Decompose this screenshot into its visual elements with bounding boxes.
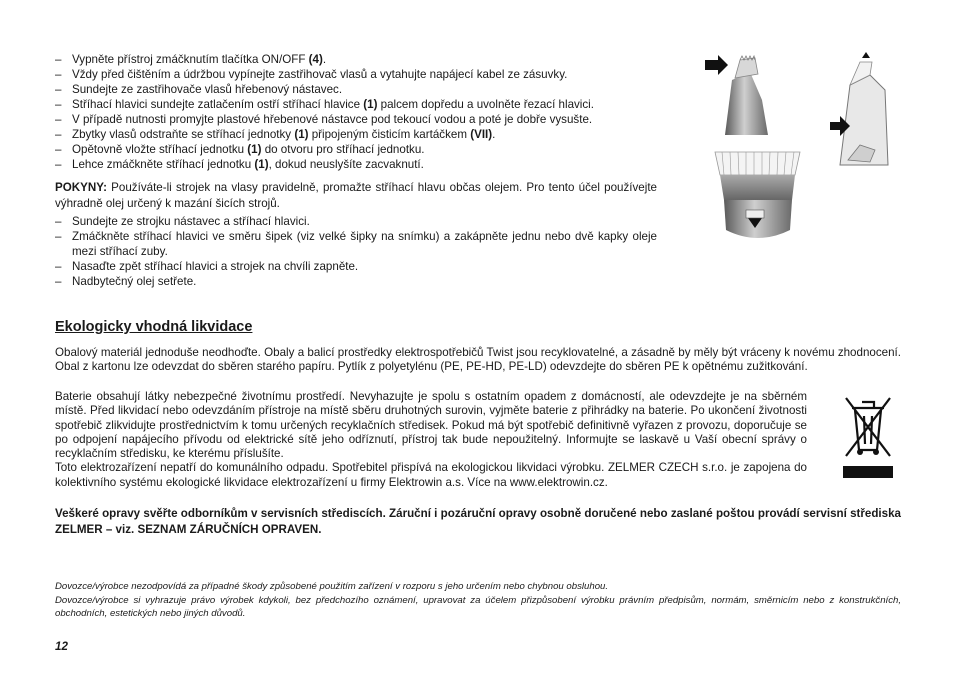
- list-item: – Zmáčkněte stříhací hlavici ve směru šipek (viz velké šipky na snímku) a zakápněte jednu nebo dvě kapky oleje mezi stříhací zuby.: [55, 229, 657, 259]
- cleaning-steps-list: [55, 52, 657, 172]
- service-notice: Veškeré opravy svěřte odborníkům v servisních střediscích. Záruční i pozáruční opravy osobně doručené nebo zaslané poštou provádí servisní střediska ZELMER – viz. SEZNAM ZÁRUČNÍCH OPRAVEN.: [55, 507, 901, 536]
- page-number: 12: [55, 640, 68, 653]
- pokyny-note: [55, 180, 657, 211]
- list-item: – Opětovně vložte stříhací jednotku (1) do otvoru pro stříhací jednotku.: [55, 142, 657, 157]
- pokyny-text: Používáte-li strojek na vlasy pravidelně, promažte stříhací hlavu občas olejem. Pro tento účel používejte výhradně olej určený k mazání šicích strojů.: [55, 181, 657, 210]
- disclaimer-modifications: Dovozce/výrobce si vyhrazuje právo výrobek kdykoli, bez předchozího oznámení, upravovat za účelem přizpůsobení výrobku právním předpisům, normám, směrnicím nebo z konstrukčních, obchodních, estetických nebo jiných důvodů.: [55, 595, 901, 619]
- clipper-head-view: [705, 55, 768, 135]
- clipper-side-view: [830, 52, 888, 165]
- eco-paragraph-packaging: Obalový materiál jednoduše neodhoďte. Obaly a balicí prostředky elektrospotřebičů Twist jsou recyklovatelné, a zásadně by měly být vráceny k novému zhodnocení. Obal z kartonu lze odevzdat do sběren starého papíru. Pytlík z polyetylénu (PE, PE-HD, PE-LD) odevzdejte do sběren PE k opětnému zužitkování.: [55, 346, 901, 374]
- list-item: – Sundejte ze zastřihovače vlasů hřebenový nástavec.: [55, 82, 657, 97]
- list-item: – Lehce zmáčkněte stříhací jednotku (1), dokud neuslyšíte zacvaknutí.: [55, 157, 657, 172]
- list-item: – Zbytky vlasů odstraňte se stříhací jednotky (1) připojeným čisticím kartáčkem (VII).: [55, 127, 657, 142]
- list-item: – V případě nutnosti promyjte plastové hřebenové nástavce pod tekoucí vodou a poté je dobře vysušte.: [55, 112, 657, 127]
- disclaimer-liability: Dovozce/výrobce nezodpovídá za případné škody způsobené použitím zařízení v rozporu s jeho určením nebo chybnou obsluhou.: [55, 581, 609, 592]
- crossed-out-wheelie-bin-icon: [838, 390, 898, 482]
- list-item: – Vždy před čištěním a údržbou vypínejte zastřihovač vlasů a vytahujte napájecí kabel ze zásuvky.: [55, 67, 657, 82]
- clipper-comb-view: [715, 152, 800, 238]
- list-item: – Stříhací hlavici sundejte zatlačením ostří stříhací hlavice (1) palcem dopředu a uvolněte řezací hlavici.: [55, 97, 657, 112]
- list-item: – Vypněte přístroj zmáčknutím tlačítka ON/OFF (4).: [55, 52, 657, 67]
- list-item: – Nadbytečný olej setřete.: [55, 274, 657, 289]
- eco-paragraph-batteries: [55, 390, 807, 490]
- list-item: – Nasaďte zpět stříhací hlavici a strojek na chvíli zapněte.: [55, 259, 657, 274]
- eco-weee-text: Toto elektrozařízení nepatří do komunálního odpadu. Spotřebitel přispívá na ekologickou likvidaci výrobku. ZELMER CZECH s.r.o. je zapojena do kolektivního systému ekologické likvidace elektrozařízení u firmy Elektrowin a.s. Více na www.elektrowin.cz.: [55, 461, 807, 489]
- hair-clipper-cleaning-illustration: [700, 50, 900, 250]
- list-item: – Sundejte ze strojku nástavec a stříhací hlavici.: [55, 214, 657, 229]
- eco-batteries-text: Baterie obsahují látky nebezpečné životnímu prostředí. Nevyhazujte je spolu s ostatním opadem z domácností, ale odevzdejte je na sběrném místě. Před likvidací nebo odevzdáním přístroje na místě sběru druhotných surovin, vyjměte baterie z přihrádky na baterie. Po ukončení životnosti spotřebič zlikvidujte prostřednictvím k tomu určených recyklačních středisek. Pokud má být spotřebič definitivně vyřazen z provozu, doporučuje se po odpojení napájecího přívodu od elektrické sítě jeho odříznutí, přístroj tak bude nepoužitelný. Informujte se laskavě u Vaší obecní správy o recyklačním středisku, ke kterému příslušíte.: [55, 390, 807, 461]
- pokyny-label: POKYNY:: [55, 181, 107, 194]
- eco-heading: Ekologicky vhodná likvidace: [55, 319, 253, 335]
- oiling-steps-list: [55, 214, 657, 289]
